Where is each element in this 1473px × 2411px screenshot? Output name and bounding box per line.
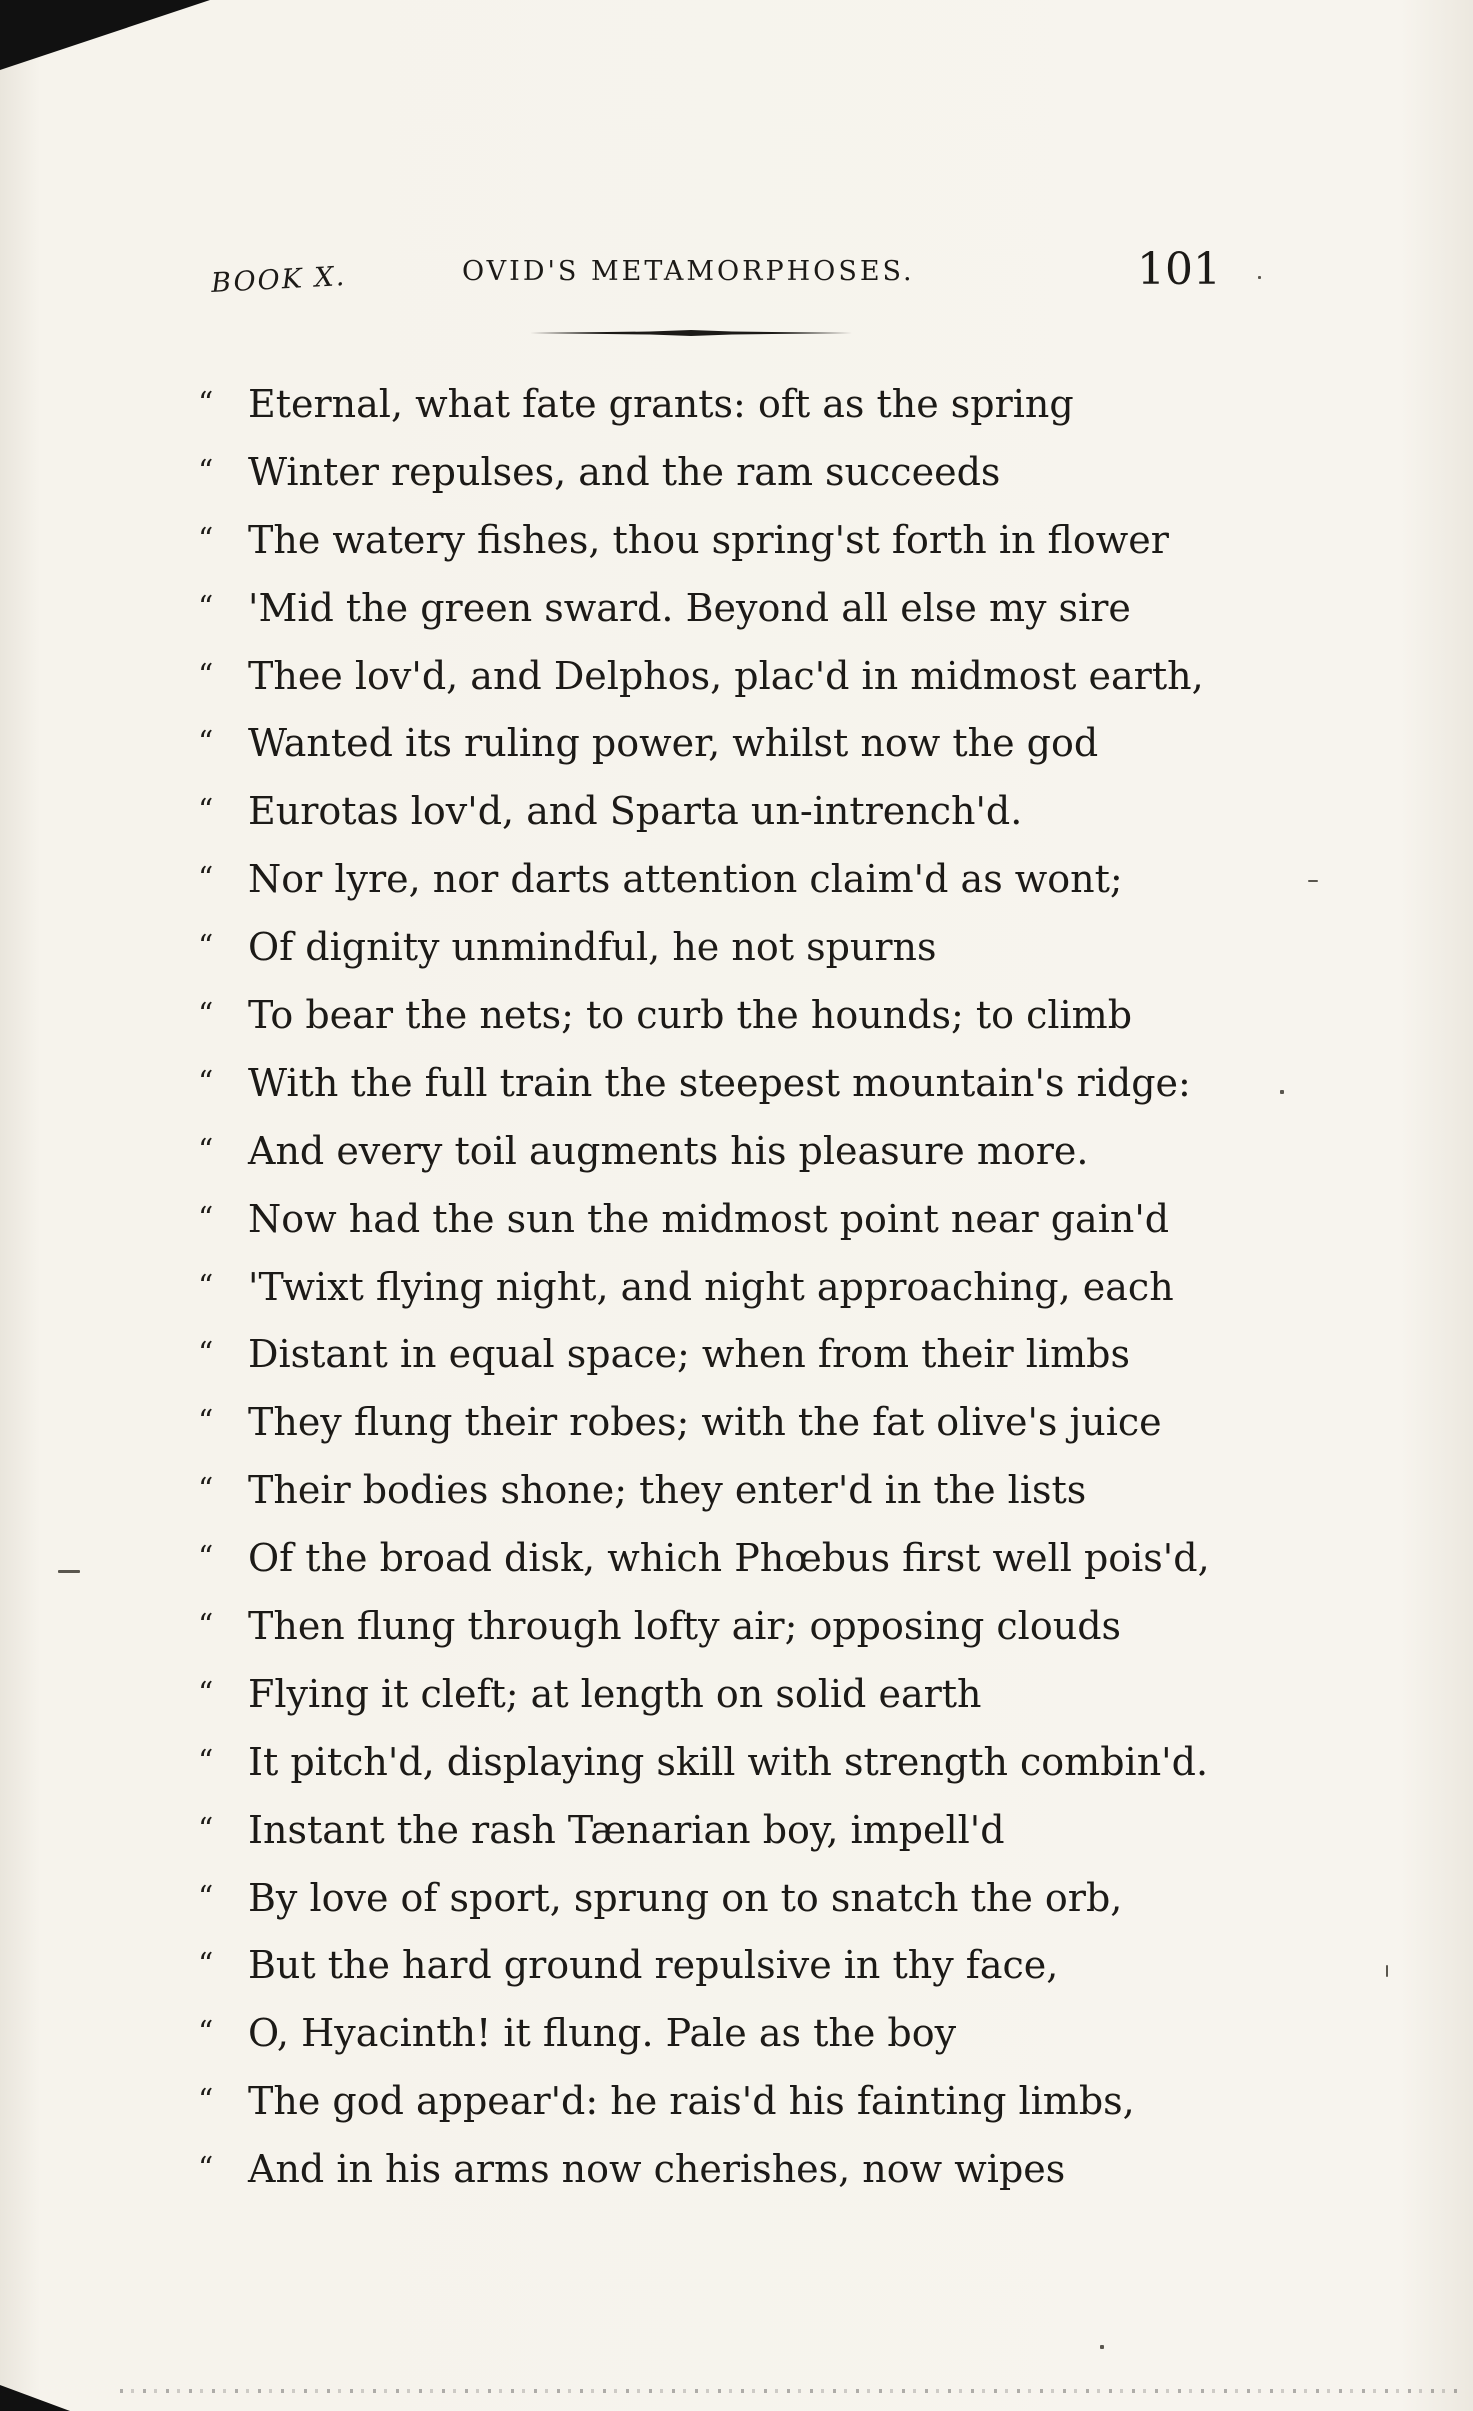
opening-quote-mark: “ — [198, 1608, 214, 1644]
verse-text: Nor lyre, nor darts attention claim'd as wont; — [248, 857, 1123, 902]
verse-text: The god appear'd: he rais'd his fainting limbs, — [248, 2079, 1135, 2124]
verse-line — [198, 709, 1398, 777]
verse-text: They flung their robes; with the fat olive's juice — [248, 1400, 1162, 1445]
scan-corner-shadow-bottom — [0, 2385, 70, 2411]
verse-line — [198, 2067, 1398, 2135]
opening-quote-mark: “ — [198, 997, 214, 1033]
verse-line — [198, 1931, 1398, 1999]
verse-text: Flying it cleft; at length on solid earth — [248, 1671, 982, 1716]
verse-line — [198, 1524, 1398, 1592]
opening-quote-mark: “ — [198, 1336, 214, 1372]
verse-line — [198, 2135, 1398, 2203]
opening-quote-mark: “ — [198, 1200, 214, 1236]
page-number: 101 — [1137, 244, 1221, 295]
opening-quote-mark: “ — [198, 589, 214, 625]
verse-text: The watery fishes, thou spring'st forth in flower — [248, 517, 1169, 562]
verse-line — [198, 1388, 1398, 1456]
verse-line — [198, 777, 1398, 845]
verse-line — [198, 1660, 1398, 1728]
verse-line — [198, 1320, 1398, 1388]
verse-text: But the hard ground repulsive in thy face, — [248, 1943, 1059, 1988]
verse-text: To bear the nets; to curb the hounds; to climb — [248, 993, 1133, 1038]
opening-quote-mark: “ — [198, 1947, 214, 1983]
opening-quote-mark: “ — [198, 2015, 214, 2051]
opening-quote-mark: “ — [198, 1472, 214, 1508]
running-header — [0, 0, 1473, 320]
opening-quote-mark: “ — [198, 657, 214, 693]
verse-line — [198, 1592, 1398, 1660]
opening-quote-mark: “ — [198, 861, 214, 897]
verse-line — [198, 1728, 1398, 1796]
verse-text: 'Mid the green sward. Beyond all else my sire — [248, 585, 1131, 630]
verse-line — [198, 574, 1398, 642]
opening-quote-mark: “ — [198, 725, 214, 761]
opening-quote-mark: “ — [198, 1268, 214, 1304]
opening-quote-mark: “ — [198, 453, 214, 489]
verse-text: Eurotas lov'd, and Sparta un-intrench'd. — [248, 789, 1023, 834]
scan-speck — [58, 1570, 80, 1573]
opening-quote-mark: “ — [198, 1675, 214, 1711]
verse-line — [198, 1456, 1398, 1524]
opening-quote-mark: “ — [198, 1132, 214, 1168]
opening-quote-mark: “ — [198, 1879, 214, 1915]
verse-line — [198, 1796, 1398, 1864]
scan-speck — [1100, 2345, 1104, 2349]
verse-line — [198, 1253, 1398, 1321]
verse-line — [198, 981, 1398, 1049]
opening-quote-mark: “ — [198, 2151, 214, 2187]
verse-text: 'Twixt flying night, and night approaching, each — [248, 1264, 1174, 1309]
verse-text: With the full train the steepest mountain's ridge: — [248, 1060, 1191, 1105]
opening-quote-mark: “ — [198, 1743, 214, 1779]
opening-quote-mark: “ — [198, 386, 214, 421]
verse-text: Eternal, what fate grants: oft as the spring — [248, 382, 1074, 426]
opening-quote-mark: “ — [198, 1064, 214, 1100]
verse-text: O, Hyacinth! it flung. Pale as the boy — [248, 2011, 957, 2056]
verse-line — [198, 1864, 1398, 1932]
verse-text: Then flung through lofty air; opposing clouds — [248, 1604, 1122, 1649]
header-rule — [530, 330, 852, 336]
opening-quote-mark: “ — [198, 521, 214, 557]
verse-line — [198, 913, 1398, 981]
verse-text: Their bodies shone; they enter'd in the lists — [248, 1468, 1087, 1513]
verse-line — [198, 642, 1398, 710]
opening-quote-mark: “ — [198, 1404, 214, 1440]
verse-line — [198, 1185, 1398, 1253]
verse-line — [198, 506, 1398, 574]
verse-text: Winter repulses, and the ram succeeds — [248, 449, 1001, 494]
verse-text: Wanted its ruling power, whilst now the god — [248, 721, 1099, 766]
verse-block — [198, 370, 1398, 2203]
running-title: OVID'S METAMORPHOSES. — [462, 256, 915, 287]
verse-text: And every toil augments his pleasure more. — [248, 1128, 1089, 1173]
opening-quote-mark: “ — [198, 1540, 214, 1576]
verse-text: Distant in equal space; when from their limbs — [248, 1332, 1130, 1377]
verse-line — [198, 370, 1398, 438]
verse-line — [198, 1999, 1398, 2067]
book-label: BOOK X. — [210, 260, 347, 299]
opening-quote-mark: “ — [198, 793, 214, 829]
verse-text: By love of sport, sprung on to snatch the orb, — [248, 1875, 1123, 1920]
verse-line — [198, 845, 1398, 913]
opening-quote-mark: “ — [198, 929, 214, 965]
opening-quote-mark: “ — [198, 1811, 214, 1847]
verse-text: Of the broad disk, which Phœbus first well pois'd, — [248, 1536, 1210, 1581]
verse-text: Of dignity unmindful, he not spurns — [248, 925, 937, 970]
verse-text: Now had the sun the midmost point near gain'd — [248, 1196, 1170, 1241]
verse-line — [198, 1117, 1398, 1185]
verse-text: Thee lov'd, and Delphos, plac'd in midmost earth, — [248, 653, 1204, 698]
verse-text: It pitch'd, displaying skill with strength combin'd. — [248, 1739, 1209, 1784]
verse-text: Instant the rash Tænarian boy, impell'd — [248, 1807, 1005, 1852]
verse-text: And in his arms now cherishes, now wipes — [248, 2147, 1066, 2192]
scan-bottom-edge-noise — [120, 2389, 1460, 2393]
verse-line — [198, 438, 1398, 506]
verse-line — [198, 1049, 1398, 1117]
opening-quote-mark: “ — [198, 2083, 214, 2119]
